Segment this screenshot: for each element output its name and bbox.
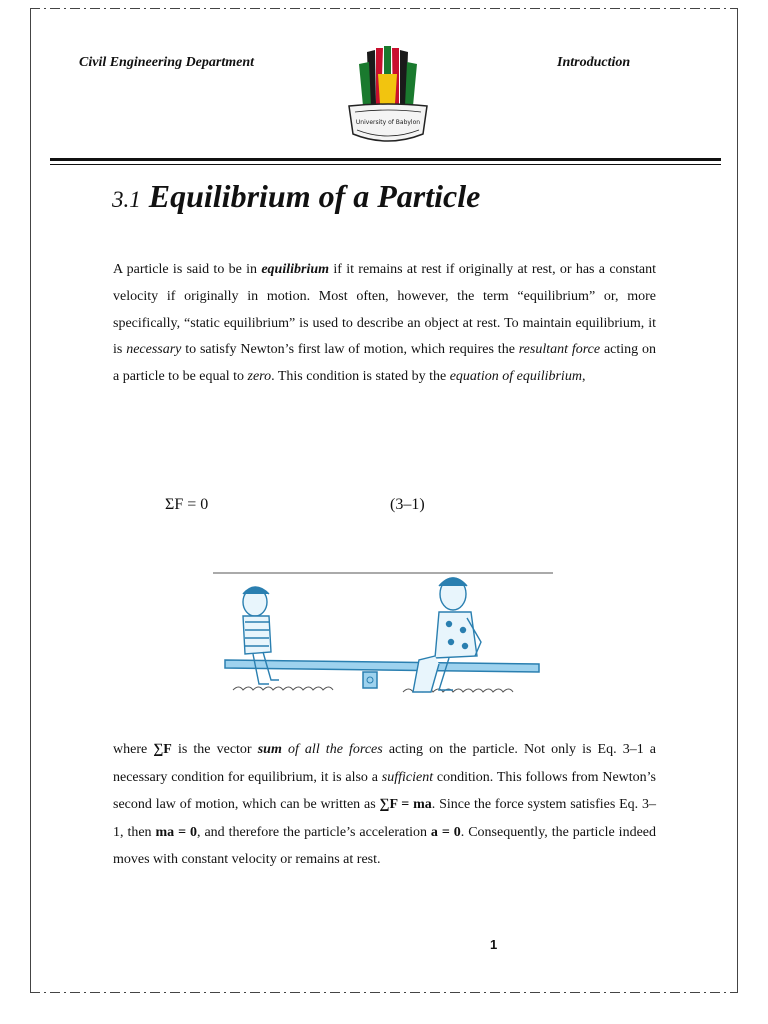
text-run: equilibrium — [261, 262, 330, 277]
section-title-text: Equilibrium of a Particle — [148, 178, 481, 214]
header-department: Civil Engineering Department — [79, 55, 255, 70]
text-run: A particle is said to be in — [113, 262, 262, 277]
text-run: zero — [247, 369, 272, 385]
logo-text: University of Babylon — [355, 119, 421, 126]
text-run: , — [581, 369, 586, 385]
seesaw-plank — [225, 660, 539, 672]
text-run: , and therefore the particle’s acceleration — [197, 824, 431, 840]
university-logo — [345, 44, 431, 154]
section-number: 3.1 — [112, 187, 141, 212]
text-run: ma = 0 — [155, 824, 198, 840]
text-run: ∑F = ma — [379, 797, 432, 812]
text-run: sum — [257, 742, 282, 757]
text-run: to satisfy Newton’s first law of motion, which requires the — [181, 342, 519, 358]
equation-expression: ΣF = 0 — [165, 496, 209, 513]
text-run: is the vector — [171, 742, 258, 757]
text-run: . Consequently, the particle indeed moves with constant velocity or remains at rest. — [113, 824, 656, 867]
section-title — [112, 178, 480, 215]
text-run: ∑F — [153, 742, 172, 757]
header-section: Introduction — [557, 55, 631, 70]
text-run: sufficient — [381, 769, 434, 785]
seesaw-pivot — [363, 672, 377, 688]
header-rule-thick — [50, 158, 721, 161]
text-run: . Since the force system satisfies Eq. 3–1, then — [113, 797, 656, 840]
paragraph-equilibrium-condition — [113, 736, 656, 874]
page-number: 1 — [490, 937, 498, 952]
text-run: where — [113, 742, 154, 757]
text-run: . This condition is stated by the — [271, 369, 450, 385]
text-run: necessary — [126, 342, 182, 358]
paragraph-equilibrium-definition — [113, 257, 656, 391]
text-run: resultant force — [518, 342, 601, 358]
text-run: condition. This follows from Newton’s second law of motion, which can be written as — [113, 769, 657, 812]
text-run: acting on a particle to be equal to — [113, 342, 656, 385]
child-figure — [243, 587, 279, 684]
text-run: a = 0 — [430, 824, 461, 840]
text-run: acting on the particle. Not only is Eq. 3–1 a necessary condition for equilibrium, it is also a — [113, 742, 657, 785]
header-rule-thin — [50, 164, 721, 165]
text-run: of all the forces — [287, 742, 383, 757]
text-run: if it remains at rest if originally at rest, or has a constant velocity if originally in motion. Most often, however, the term “equilibrium” or, more specifically, “static equilibrium” is used to describe an object at rest. To maintain equilibrium, it is — [113, 262, 656, 358]
adult-figure — [413, 578, 481, 692]
equation-label: (3–1) — [390, 496, 425, 513]
text-run: equation of equilibrium — [449, 369, 582, 385]
seesaw-illustration — [213, 572, 555, 712]
